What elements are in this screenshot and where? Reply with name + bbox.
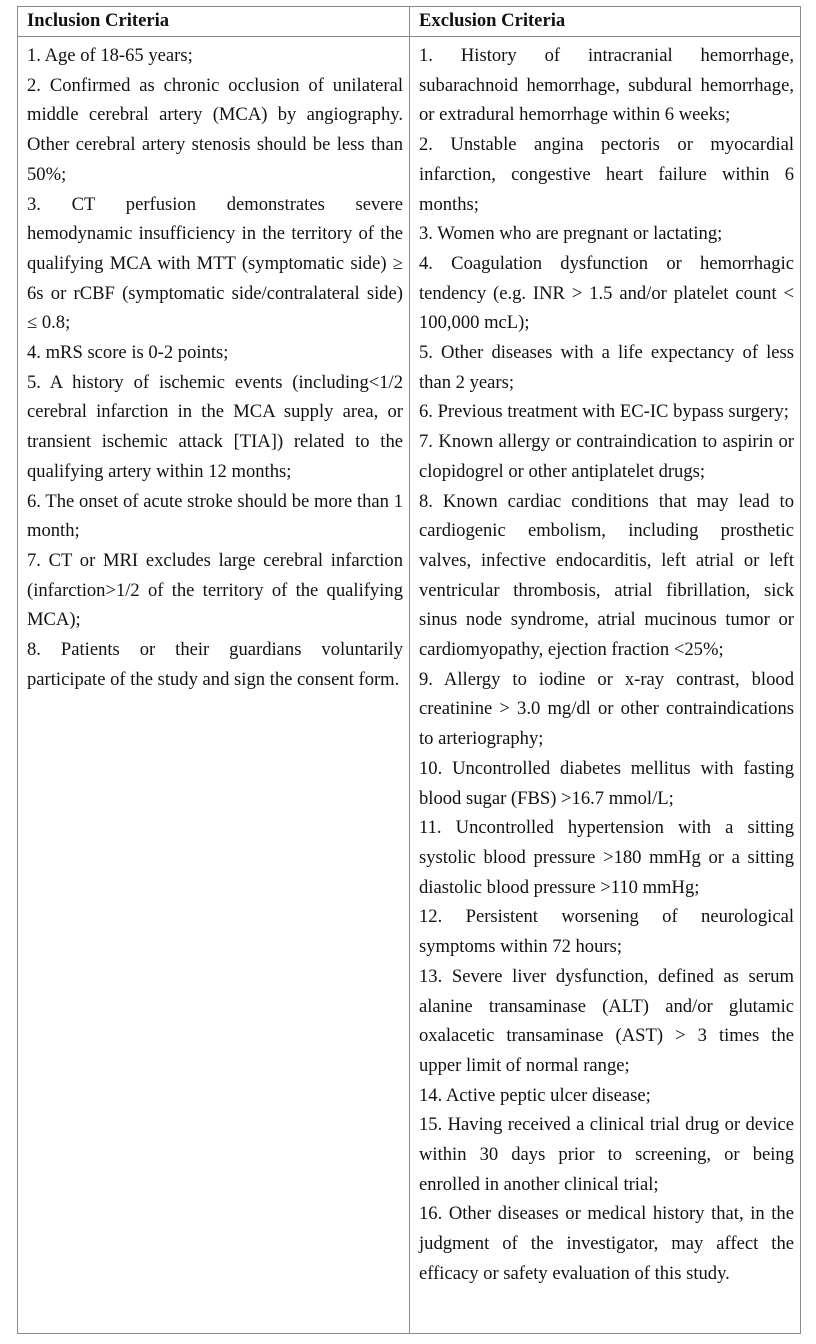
exclusion-item-6: 6. Previous treatment with EC-IC bypass surgery; (419, 401, 789, 423)
exclusion-item-12: 12. Persistent worsening of neurological symptoms within 72 hours; (419, 906, 794, 958)
exclusion-cell (410, 37, 801, 1334)
inclusion-item-8: 8. Patients or their guardians voluntarily participate of the study and sign the consent form. (27, 639, 403, 690)
inclusion-item-1: 1. Age of 18-65 years; (27, 45, 193, 66)
inclusion-item-2: 2. Confirmed as chronic occlusion of unilateral middle cerebral artery (MCA) by angiography. Other cerebral artery stenosis should be less than 50%; (27, 74, 403, 185)
inclusion-item-5: 5. A history of ischemic events (including<1/2 cerebral infarction in the MCA supply area, or transient ischemic attack [TIA]) related to the qualifying artery within 12 months; (27, 371, 403, 482)
exclusion-item-5: 5. Other diseases with a life expectancy of less than 2 years; (419, 342, 794, 393)
exclusion-item-16: 16. Other diseases or medical history that, in the judgment of the investigator, may affect the efficacy or safety evaluation of this study. (419, 1203, 794, 1284)
header-row (18, 7, 801, 37)
exclusion-item-9: 9. Allergy to iodine or x-ray contrast, blood creatinine > 3.0 mg/dl or other contraindications to arteriography; (419, 668, 794, 750)
inclusion-item-3: 3. CT perfusion demonstrates severe hemodynamic insufficiency in the territory of the qualifying MCA with MTT (symptomatic side) ≥ 6s or rCBF (symptomatic side/contralateral side) ≤ 0.8; (27, 193, 403, 334)
inclusion-header: Inclusion Criteria (18, 7, 410, 37)
criteria-row (18, 37, 801, 1334)
exclusion-item-15: 15. Having received a clinical trial drug or device within 30 days prior to screening, or being enrolled in another clinical trial; (419, 1114, 794, 1195)
criteria-table (17, 6, 801, 1334)
inclusion-cell (18, 37, 410, 1334)
inclusion-item-7: 7. CT or MRI excludes large cerebral infarction (infarction>1/2 of the territory of the qualifying MCA); (27, 549, 403, 631)
exclusion-item-14: 14. Active peptic ulcer disease; (419, 1084, 651, 1106)
exclusion-item-2: 2. Unstable angina pectoris or myocardial infarction, congestive heart failure within 6 months; (419, 134, 794, 215)
inclusion-item-6: 6. The onset of acute stroke should be more than 1 month; (27, 490, 403, 542)
exclusion-item-3: 3. Women who are pregnant or lactating; (419, 223, 723, 245)
exclusion-item-7: 7. Known allergy or contraindication to aspirin or clopidogrel or other antiplatelet drugs; (419, 431, 794, 482)
exclusion-item-11: 11. Uncontrolled hypertension with a sitting systolic blood pressure >180 mmHg or a sitting diastolic blood pressure >110 mmHg; (419, 817, 794, 898)
exclusion-item-8: 8. Known cardiac conditions that may lead to cardiogenic embolism, including prosthetic valves, infective endocarditis, left atrial or left ventricular thrombosis, atrial fibrillation, sick sinus node syndrome, atrial mucinous tumor or cardiomyopathy, ejection fraction <25%; (419, 490, 794, 661)
exclusion-header: Exclusion Criteria (410, 7, 801, 37)
exclusion-item-1: 1. History of intracranial hemorrhage, subarachnoid hemorrhage, subdural hemorrhage, or extradural hemorrhage within 6 weeks; (419, 45, 794, 126)
exclusion-item-4: 4. Coagulation dysfunction or hemorrhagic tendency (e.g. INR > 1.5 and/or platelet count < 100,000 mcL); (419, 252, 794, 334)
exclusion-item-13: 13. Severe liver dysfunction, defined as serum alanine transaminase (ALT) and/or glutamic oxalacetic transaminase (AST) > 3 times the upper limit of normal range; (419, 965, 794, 1076)
exclusion-item-10: 10. Uncontrolled diabetes mellitus with fasting blood sugar (FBS) >16.7 mmol/L; (419, 757, 794, 809)
inclusion-item-4: 4. mRS score is 0-2 points; (27, 342, 229, 364)
